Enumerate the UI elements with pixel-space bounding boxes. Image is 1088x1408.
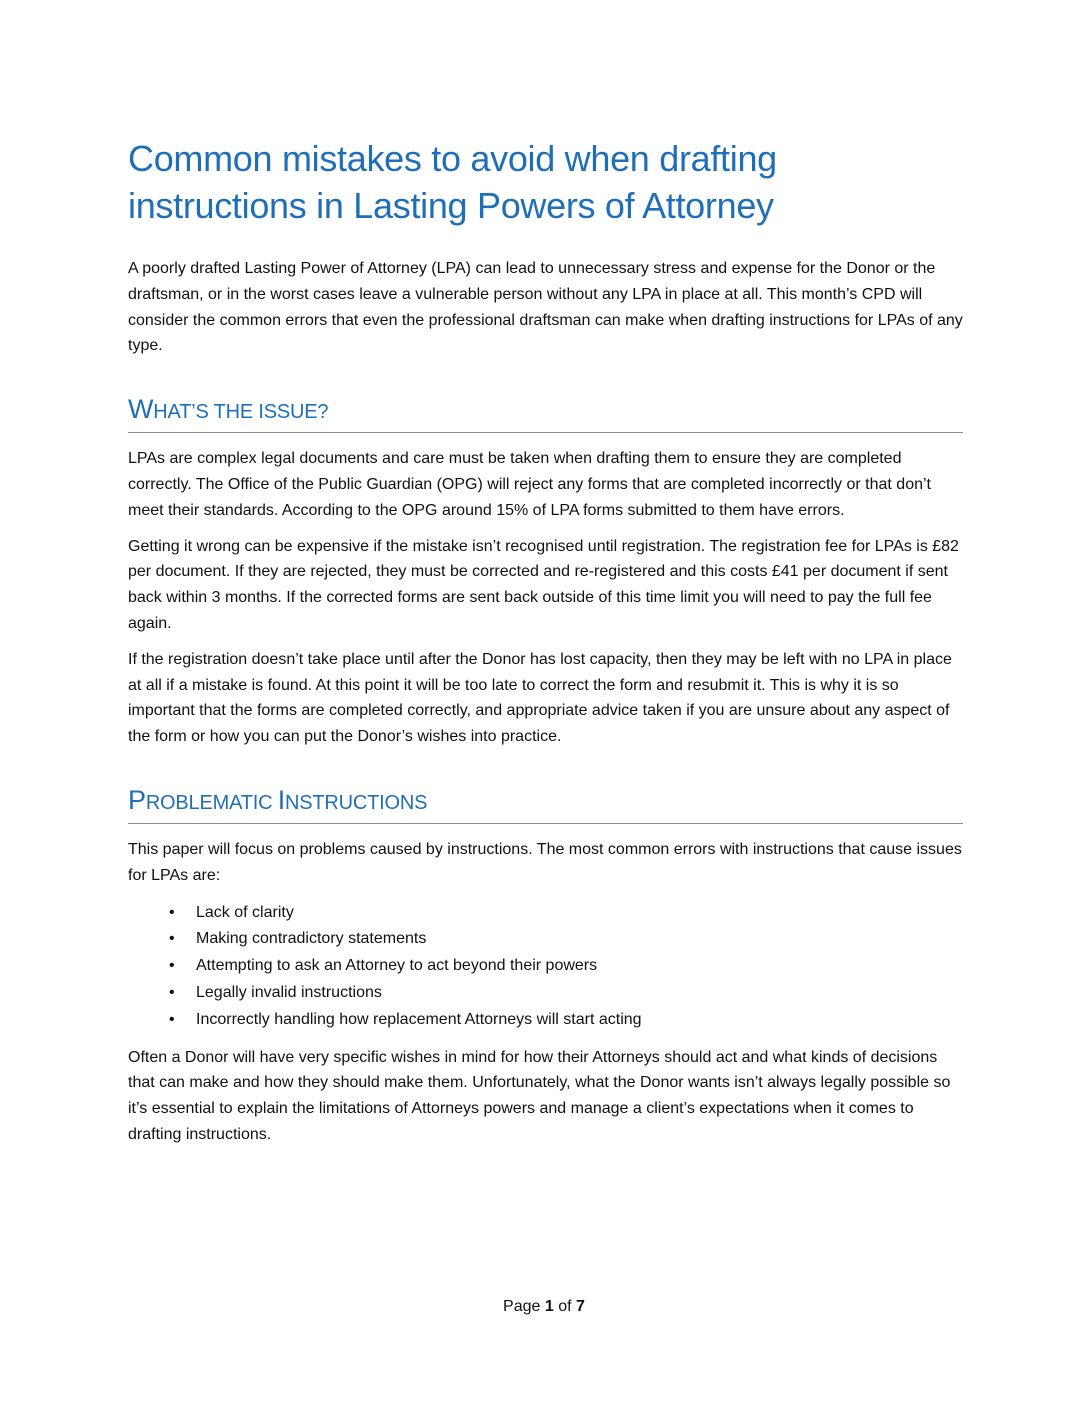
section-whats-the-issue xyxy=(128,392,963,750)
issue-paragraph-2: Getting it wrong can be expensive if the mistake isn’t recognised until registration. The registration fee for LPAs is £82 per document. If they are rejected, they must be corrected and re-registered and this costs £41 per document if sent back within 3 months. If the corrected forms are sent back outside of this time limit you will need to pay the full fee again. xyxy=(128,537,959,632)
list-item: • Making contradictory statements xyxy=(196,926,963,953)
instructions-lead-paragraph: This paper will focus on problems caused by instructions. The most common errors with instructions that cause issues for LPAs are: xyxy=(128,840,962,884)
footer-total-pages: 7 xyxy=(576,1298,585,1315)
page-content xyxy=(128,135,963,1148)
intro-paragraph: A poorly drafted Lasting Power of Attorney (LPA) can lead to unnecessary stress and expense for the Donor or the draftsman, or in the worst cases leave a vulnerable person without any LPA in place at all. This month’s CPD will consider the common errors that even the professional draftsman can make when drafting instructions for LPAs of any type. xyxy=(128,260,963,355)
issue-paragraph-1: LPAs are complex legal documents and care must be taken when drafting them to ensure they are completed correctly. The Office of the Public Guardian (OPG) will reject any forms that are completed incorrectly or that don’t meet their standards. According to the OPG around 15% of LPA forms submitted to them have errors. xyxy=(128,450,931,519)
section-heading-issue xyxy=(128,392,963,433)
heading-instructions-nstructions: NSTRUCTIONS xyxy=(285,791,428,814)
list-item: • Incorrectly handling how replacement Attorneys will start acting xyxy=(196,1007,963,1034)
instructions-closing-paragraph: Often a Donor will have very specific wishes in mind for how their Attorneys should act and what kinds of decisions that can make and how they should make them. Unfortunately, what the Donor wants isn’t always legally possible so it’s essential to explain the limitations of Attorneys powers and manage a client’s expectations when it comes to drafting instructions. xyxy=(128,1048,951,1143)
page-footer xyxy=(0,1298,1088,1316)
heading-instructions-i: I xyxy=(277,784,286,815)
section-heading-instructions xyxy=(128,783,963,824)
heading-instructions-roblematic: ROBLEMATIC xyxy=(145,791,278,814)
document-title: Common mistakes to avoid when drafting instructions in Lasting Powers of Attorney xyxy=(128,138,777,226)
heading-instructions-p: P xyxy=(128,784,146,815)
footer-page-word: Page xyxy=(503,1298,541,1315)
issue-paragraph-3: If the registration doesn’t take place until after the Donor has lost capacity, then they may be left with no LPA in place at all if a mistake is found. At this point it will be too late to correct the form and resubmit it. This is why it is so important that the forms are completed correctly, and appropriate advice taken if you are unsure about any aspect of the form or how you can put the Donor’s wishes into practice. xyxy=(128,650,952,746)
footer-of-word: of xyxy=(558,1298,572,1315)
list-item: • Attempting to ask an Attorney to act beyond their powers xyxy=(196,953,963,980)
list-item: • Legally invalid instructions xyxy=(196,980,963,1007)
section-problematic-instructions xyxy=(128,783,963,1148)
heading-issue-initial: W xyxy=(128,394,154,425)
list-item: • Lack of clarity xyxy=(196,900,963,927)
footer-current-page: 1 xyxy=(544,1298,554,1315)
heading-issue-rest: HAT’S THE ISSUE? xyxy=(153,401,329,424)
common-errors-list xyxy=(128,900,963,1034)
